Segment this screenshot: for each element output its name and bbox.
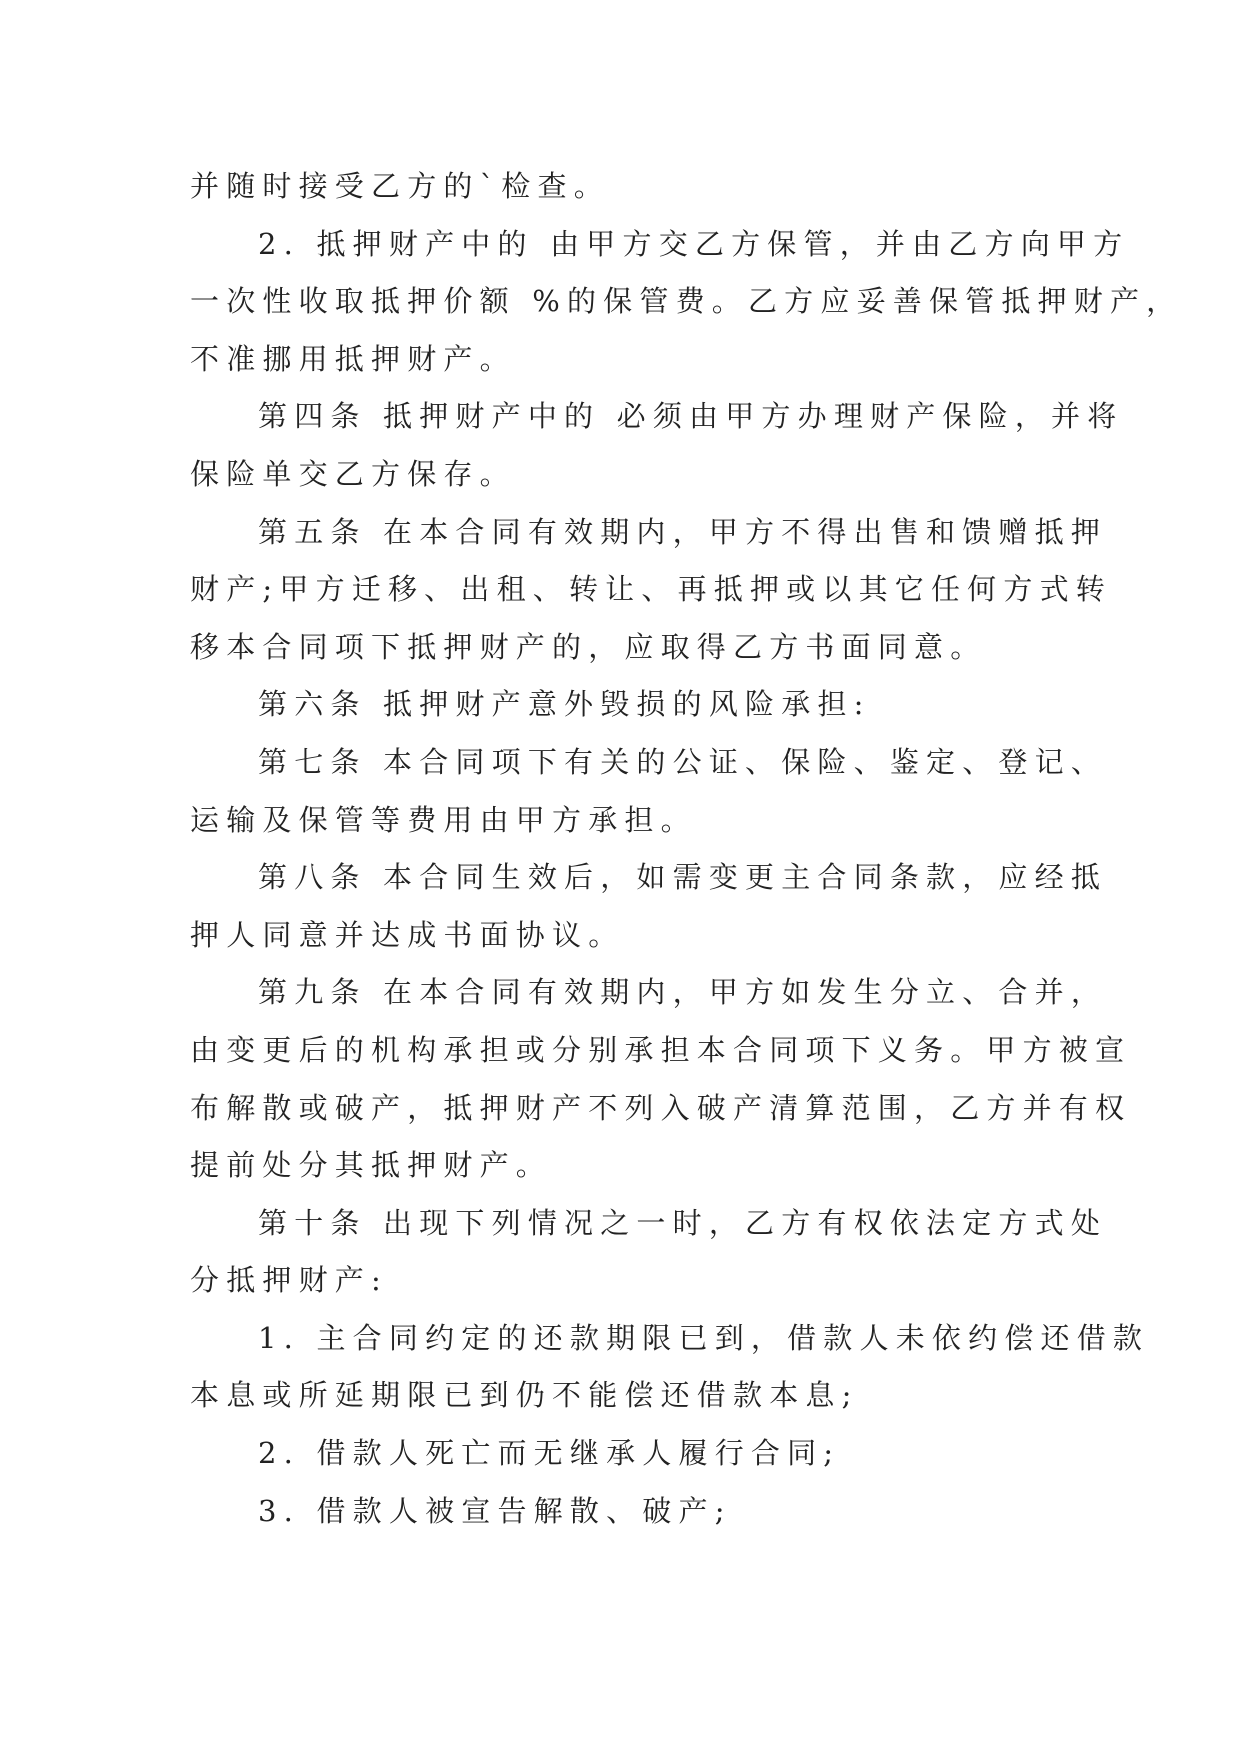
text-line: 移本合同项下抵押财产的，应取得乙方书面同意。 [190,629,987,664]
text-line: 2. 抵押财产中的 由甲方交乙方保管，并由乙方向甲方 [258,226,1130,261]
contract-text-body [190,158,1183,1540]
article-5-line: 第五条 在本合同有效期内，甲方不得出售和馈赠抵押 [258,514,1108,549]
list-item-1: 1. 主合同约定的还款期限已到，借款人未依约偿还借款 [258,1320,1150,1355]
text-line: 财产;甲方迁移、出租、转让、再抵押或以其它任何方式转 [190,572,1112,607]
text-line: 运输及保管等费用由甲方承担。 [190,802,697,837]
article-6-line: 第六条 抵押财产意外毁损的风险承担: [258,687,871,722]
article-7-line: 第七条 本合同项下有关的公证、保险、鉴定、登记、 [258,744,1108,779]
text-line: 保险单交乙方保存。 [190,456,516,491]
article-8-line: 第八条 本合同生效后，如需变更主合同条款，应经抵 [258,860,1108,895]
article-9-line: 第九条 在本合同有效期内，甲方如发生分立、合并， [258,975,1108,1010]
text-line: 并随时接受乙方的`检查。 [190,169,610,203]
list-item-3: 3. 借款人被宣告解散、破产; [258,1493,732,1528]
text-line: 本息或所延期限已到仍不能偿还借款本息; [190,1378,859,1413]
list-item-2: 2. 借款人死亡而无继承人履行合同; [258,1436,841,1471]
article-10-line: 第十条 出现下列情况之一时，乙方有权依法定方式处 [258,1205,1108,1240]
article-4-line: 第四条 抵押财产中的 必须由甲方办理财产保险，并将 [258,399,1124,434]
text-line: 不准挪用抵押财产。 [190,341,516,376]
text-line: 提前处分其抵押财产。 [190,1148,553,1183]
text-line: 一次性收取抵押价额 %的保管费。乙方应妥善保管抵押财产， [190,284,1183,319]
text-line: 布解散或破产，抵押财产不列入破产清算范围，乙方并有权 [190,1090,1132,1125]
text-line: 由变更后的机构承担或分别承担本合同项下义务。甲方被宣 [190,1032,1132,1067]
text-line: 押人同意并达成书面协议。 [190,917,625,952]
text-line: 分抵押财产: [190,1263,388,1298]
